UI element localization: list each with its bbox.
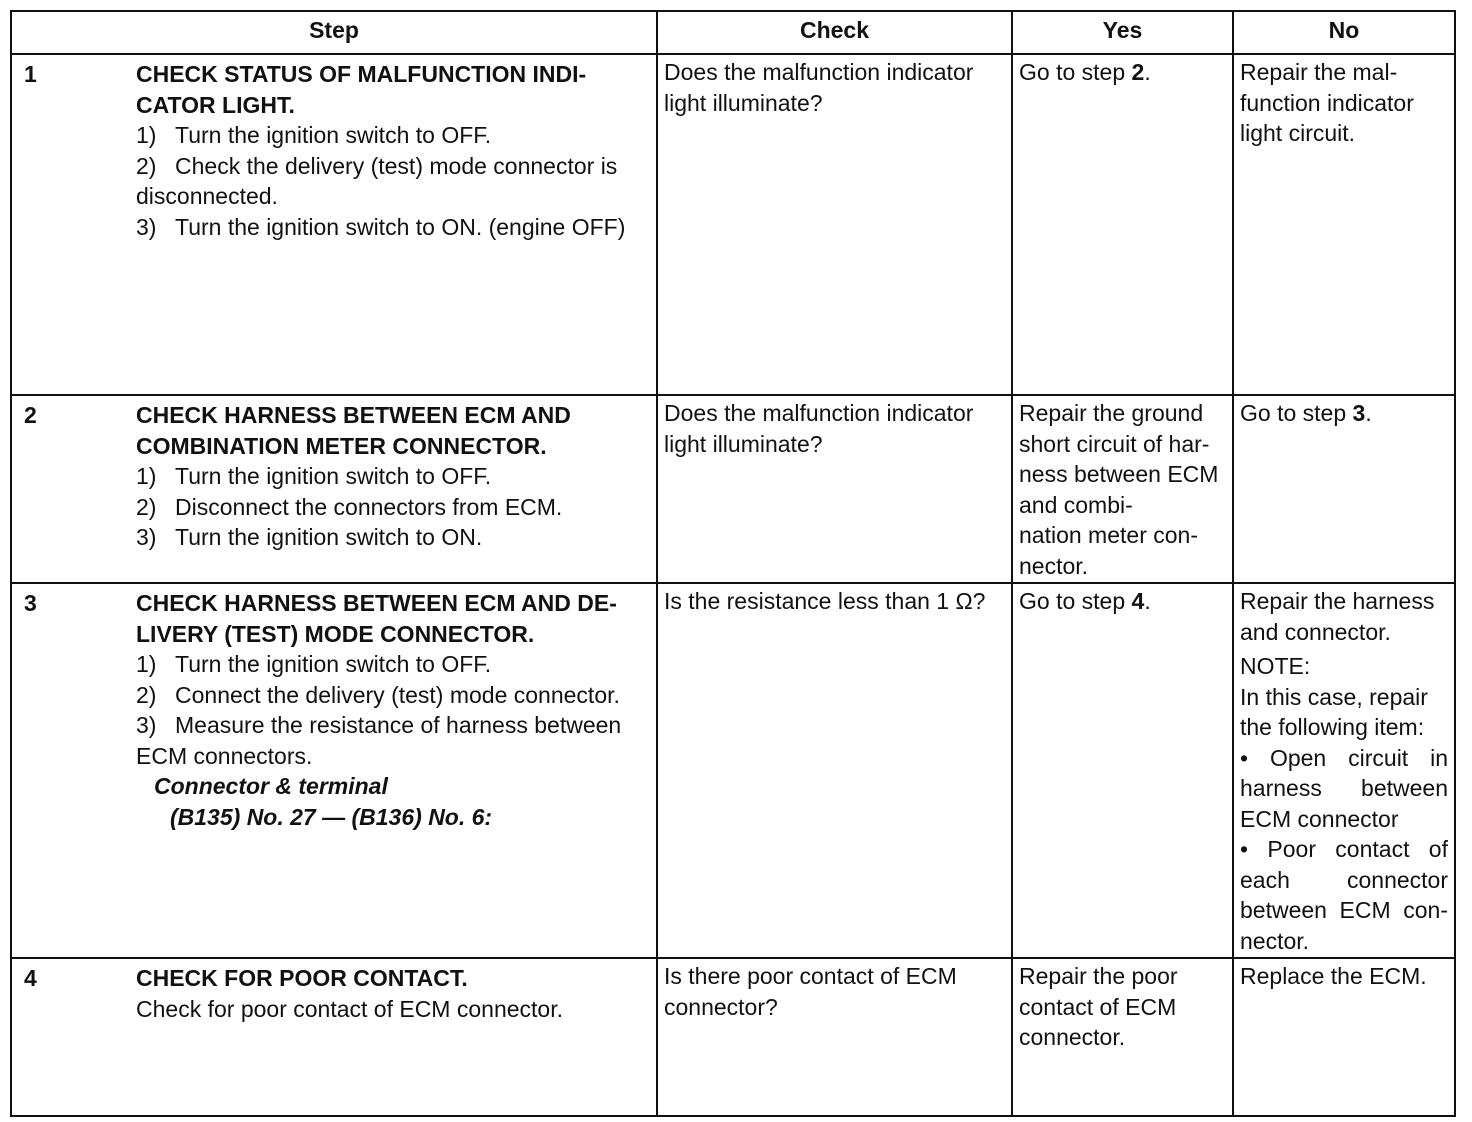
note-item: • Poor contact of each connector between ECM con- nector. [1240, 836, 1448, 954]
yes-cell: Repair the poor contact of ECM connector. [1012, 958, 1233, 1116]
check-cell: Does the malfunction indicator light illuminate? [657, 395, 1012, 583]
note-intro: In this case, repair the following item: [1240, 683, 1428, 740]
step-title: CHECK HARNESS BETWEEN ECM AND DE- LIVERY (TEST) MODE CONNECTOR. [136, 590, 617, 647]
procedure-item: 2) Connect the delivery (test) mode connector. [136, 681, 620, 708]
check-cell: Does the malfunction indicator light illuminate? [657, 54, 1012, 395]
yes-cell: Go to step 4. [1012, 583, 1233, 958]
step-instruction: Check for poor contact of ECM connector. [136, 995, 563, 1022]
step-cell [11, 395, 657, 583]
table-row [11, 583, 1455, 958]
no-action: Repair the harness and connector. [1240, 588, 1435, 645]
connector-terminal-value: (B135) No. 27 — (B136) No. 6: [170, 803, 493, 830]
step-title: CHECK HARNESS BETWEEN ECM AND COMBINATION METER CONNECTOR. [136, 402, 571, 459]
table-row [11, 54, 1455, 395]
procedure-item: 3) Measure the resistance of harness between ECM connectors. [136, 712, 622, 769]
step-cell [11, 583, 657, 958]
step-number: 3 [24, 590, 37, 616]
diagnostic-table [10, 10, 1456, 1117]
note-label: NOTE: [1240, 653, 1311, 679]
step-title: CHECK STATUS OF MALFUNCTION INDI- CATOR LIGHT. [136, 61, 587, 118]
step-number: 2 [24, 402, 37, 428]
procedure-item: 1) Turn the ignition switch to OFF. [136, 122, 492, 148]
yes-cell: Go to step 2. [1012, 54, 1233, 395]
header-no: No [1233, 11, 1455, 54]
step-number: 4 [24, 965, 37, 991]
no-cell: Go to step 3. [1233, 395, 1455, 583]
header-yes: Yes [1012, 11, 1233, 54]
no-cell: Replace the ECM. [1233, 958, 1455, 1116]
no-cell [1233, 583, 1455, 958]
step-cell [11, 54, 657, 395]
step-title: CHECK FOR POOR CONTACT. [136, 965, 468, 991]
procedure-item: 3) Turn the ignition switch to ON. (engine OFF) [136, 213, 626, 240]
header-step: Step [11, 11, 657, 54]
check-cell: Is the resistance less than 1 Ω? [657, 583, 1012, 958]
procedure-item: 1) Turn the ignition switch to OFF. [136, 651, 492, 677]
procedure-item: 1) Turn the ignition switch to OFF. [136, 463, 492, 489]
table-row [11, 958, 1455, 1116]
step-number: 1 [24, 61, 37, 87]
note-item: • Open circuit in harness between ECM connector [1240, 744, 1448, 832]
yes-cell: Repair the ground short circuit of har- ness between ECM and combi- nation meter con- nector. [1012, 395, 1233, 583]
table-row [11, 395, 1455, 583]
header-check: Check [657, 11, 1012, 54]
step-cell [11, 958, 657, 1116]
procedure-item: 2) Check the delivery (test) mode connector is disconnected. [136, 152, 618, 209]
procedure-item: 2) Disconnect the connectors from ECM. [136, 493, 563, 520]
connector-label: Connector & terminal [154, 773, 388, 799]
procedure-item: 3) Turn the ignition switch to ON. [136, 524, 483, 550]
no-cell: Repair the mal- function indicator light circuit. [1233, 54, 1455, 395]
check-cell: Is there poor contact of ECM connector? [657, 958, 1012, 1116]
header-row [11, 11, 1455, 54]
